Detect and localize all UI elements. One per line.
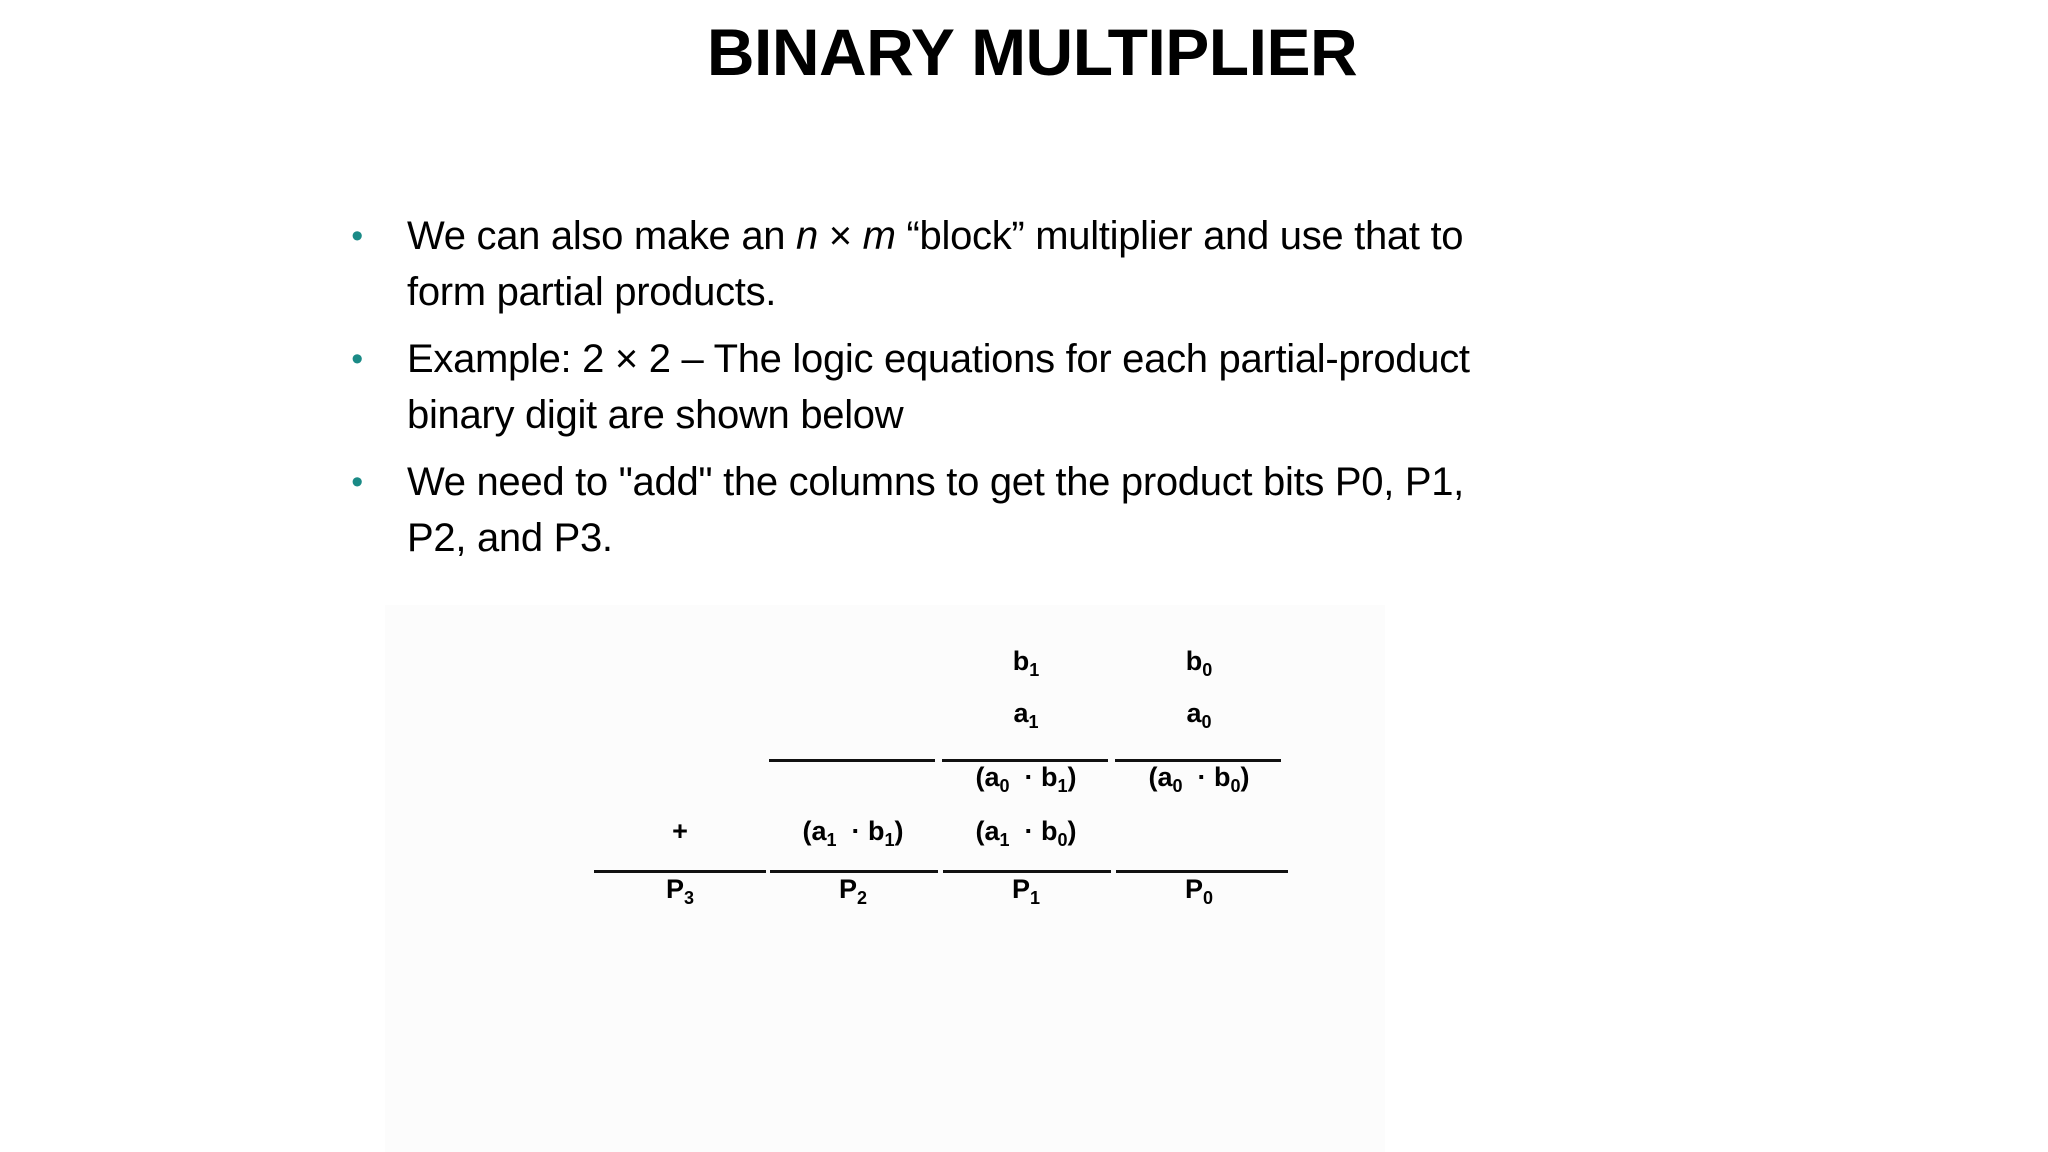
partial-product-a1-b1: $(a_1 \cdot b_1)$ bbox=[802, 816, 904, 850]
product-bit-p0: $P_0$ bbox=[1184, 874, 1214, 908]
column-rule bbox=[769, 759, 935, 762]
multiplier-bit-a0: $a_0$ bbox=[1186, 698, 1212, 732]
partial-product-a0-b0: $(a_0 \cdot b_0)$ bbox=[1148, 762, 1250, 796]
sum-rule bbox=[594, 870, 766, 873]
bullet-dot-icon: • bbox=[351, 463, 363, 501]
bullet-text bbox=[407, 460, 1464, 560]
sum-rule bbox=[943, 870, 1111, 873]
sum-rule bbox=[770, 870, 938, 873]
bullet-text bbox=[407, 337, 1470, 437]
partial-product-a1-b0: $(a_1 \cdot b_0)$ bbox=[975, 816, 1077, 850]
variable-n: n bbox=[796, 214, 818, 258]
multiplication-diagram bbox=[594, 646, 1289, 916]
multiplicand-bit-b0: $b_0$ bbox=[1185, 646, 1213, 680]
variable-m: m bbox=[862, 214, 896, 258]
multiplier-bit-a1: $a_1$ bbox=[1013, 698, 1039, 732]
bullet-text-segment: We can also make an bbox=[407, 214, 797, 258]
bullet-item-example bbox=[345, 331, 1585, 443]
slide-title: BINARY MULTIPLIER bbox=[706, 15, 1358, 89]
bullet-text-segment: We need to "add" the columns to get the product bits P0, P1, bbox=[407, 460, 1464, 504]
bullet-item-add-columns bbox=[345, 454, 1585, 566]
bullet-text-segment: “block” multiplier and use that to bbox=[895, 214, 1464, 258]
bullet-dot-icon: • bbox=[351, 217, 363, 255]
product-bit-p1: $P_1$ bbox=[1011, 874, 1041, 908]
bullet-item-block-multiplier bbox=[345, 208, 1585, 320]
times-symbol: × bbox=[817, 214, 863, 258]
bullet-text-segment: form partial products. bbox=[407, 270, 777, 314]
product-bit-p3: $P_3$ bbox=[665, 874, 695, 908]
product-bit-p2: $P_2$ bbox=[838, 874, 868, 908]
sum-rule bbox=[1116, 870, 1288, 873]
multiplicand-bit-b1: $b_1$ bbox=[1012, 646, 1040, 680]
bullet-text bbox=[407, 214, 1463, 314]
bullet-dot-icon: • bbox=[351, 340, 363, 378]
plus-sign: + bbox=[672, 816, 688, 846]
bullet-text-segment: Example: 2 × 2 – The logic equations for each partial-product bbox=[407, 337, 1470, 381]
partial-product-a0-b1: $(a_0 \cdot b_1)$ bbox=[975, 762, 1077, 796]
bullet-text-segment: P2, and P3. bbox=[407, 516, 613, 560]
bullet-list bbox=[345, 208, 1585, 577]
bullet-text-segment: binary digit are shown below bbox=[407, 393, 904, 437]
